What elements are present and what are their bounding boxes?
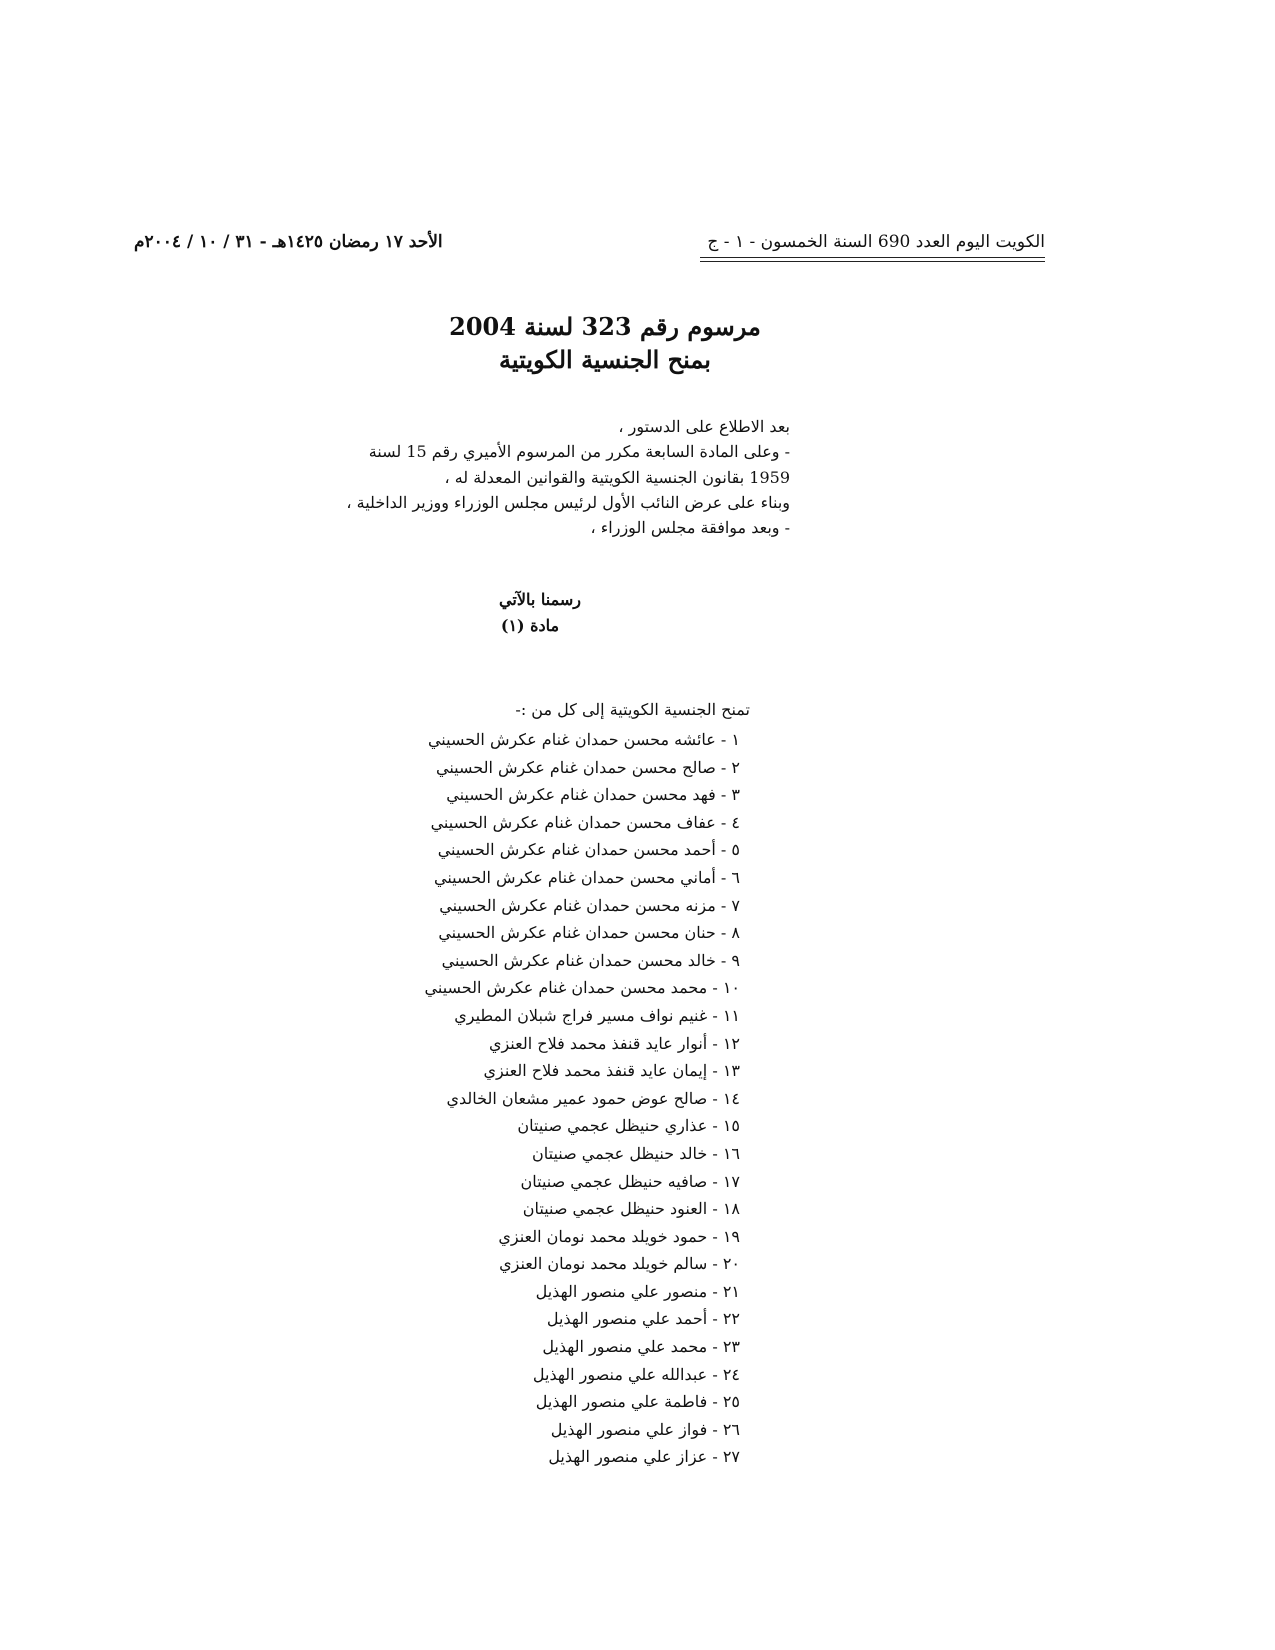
list-item: ٢٢ - أحمد علي منصور الهذيل	[546, 1309, 740, 1329]
header-rule-bottom	[700, 261, 1045, 262]
list-item: ١٠ - محمد محسن حمدان غنام عكرش الحسيني	[424, 978, 740, 998]
list-item: ٤ - عفاف محسن حمدان غنام عكرش الحسيني	[430, 812, 740, 832]
preamble-paragraph: - وبعد موافقة مجلس الوزراء ،	[590, 518, 790, 538]
list-item: ٧ - مزنه محسن حمدان غنام عكرش الحسيني	[439, 895, 740, 915]
decree-title: مرسوم رقم 323 لسنة 2004	[449, 312, 761, 341]
list-item: ١٦ - خالد حنيظل عجمي صنيتان	[531, 1143, 740, 1163]
list-item: ٣ - فهد محسن حمدان غنام عكرش الحسيني	[446, 785, 740, 805]
list-item: ١٥ - عذاري حنيظل عجمي صنيتان	[517, 1116, 740, 1136]
list-item: ٢٤ - عبدالله علي منصور الهذيل	[532, 1364, 740, 1384]
article-heading: مادة (١)	[500, 616, 560, 635]
list-item: ٢٣ - محمد علي منصور الهذيل	[542, 1337, 740, 1357]
list-item: ١٩ - حمود خويلد محمد نومان العنزي	[498, 1226, 740, 1246]
decree-preamble	[340, 414, 790, 540]
decreed-heading: رسمنا بالآتي	[499, 590, 581, 609]
preamble-paragraph: - وعلى المادة السابعة مكرر من المرسوم الأميري رقم 15 لسنة 1959 بقانون الجنسية الكويتية والقوانين المعدلة له ،	[368, 442, 790, 487]
grant-statement: تمنح الجنسية الكويتية إلى كل من :-	[515, 700, 750, 719]
list-item: ١٤ - صالح عوض حمود عمير مشعان الخالدي	[446, 1088, 740, 1108]
list-item: ٩ - خالد محسن حمدان غنام عكرش الحسيني	[441, 950, 740, 970]
decree-subtitle: بمنح الجنسية الكويتية	[499, 345, 711, 374]
header-rule-top	[700, 257, 1045, 258]
list-item: ٢٦ - فواز علي منصور الهذيل	[550, 1419, 740, 1439]
list-item: ١٣ - إيمان عايد قنفذ محمد فلاح العنزي	[483, 1061, 740, 1081]
list-item: ١٨ - العنود حنيظل عجمي صنيتان	[522, 1199, 740, 1219]
preamble-paragraph: بعد الاطلاع على الدستور ،	[618, 417, 790, 436]
gazette-issue-header: الكويت اليوم العدد 690 السنة الخمسون - ١ - ج	[707, 232, 1045, 252]
list-item: ٥ - أحمد محسن حمدان غنام عكرش الحسيني	[437, 840, 740, 860]
gazette-date-header: الأحد ١٧ رمضان ١٤٢٥هـ - ٣١ / ١٠ / ٢٠٠٤م	[134, 232, 443, 252]
list-item: ٢٠ - سالم خويلد محمد نومان العنزي	[499, 1254, 740, 1274]
list-item: ١٢ - أنوار عايد قنفذ محمد فلاح العنزي	[488, 1033, 740, 1053]
list-item: ٢٧ - عزاز علي منصور الهذيل	[548, 1447, 740, 1467]
list-item: ١ - عائشه محسن حمدان غنام عكرش الحسيني	[427, 730, 740, 749]
list-item: ١١ - غنيم نواف مسير فراج شبلان المطيري	[454, 1005, 740, 1025]
list-item: ٢٥ - فاطمة علي منصور الهذيل	[535, 1392, 740, 1412]
list-item: ٢١ - منصور علي منصور الهذيل	[535, 1281, 740, 1301]
list-item: ٦ - أماني محسن حمدان غنام عكرش الحسيني	[434, 867, 740, 887]
list-item: ١٧ - صافيه حنيظل عجمي صنيتان	[520, 1171, 740, 1191]
grantee-list	[400, 726, 740, 1471]
list-item: ٢ - صالح محسن حمدان غنام عكرش الحسيني	[436, 757, 740, 777]
list-item: ٨ - حنان محسن حمدان غنام عكرش الحسيني	[438, 923, 740, 943]
preamble-paragraph: وبناء على عرض النائب الأول لرئيس مجلس الوزراء ووزير الداخلية ،	[346, 492, 790, 512]
